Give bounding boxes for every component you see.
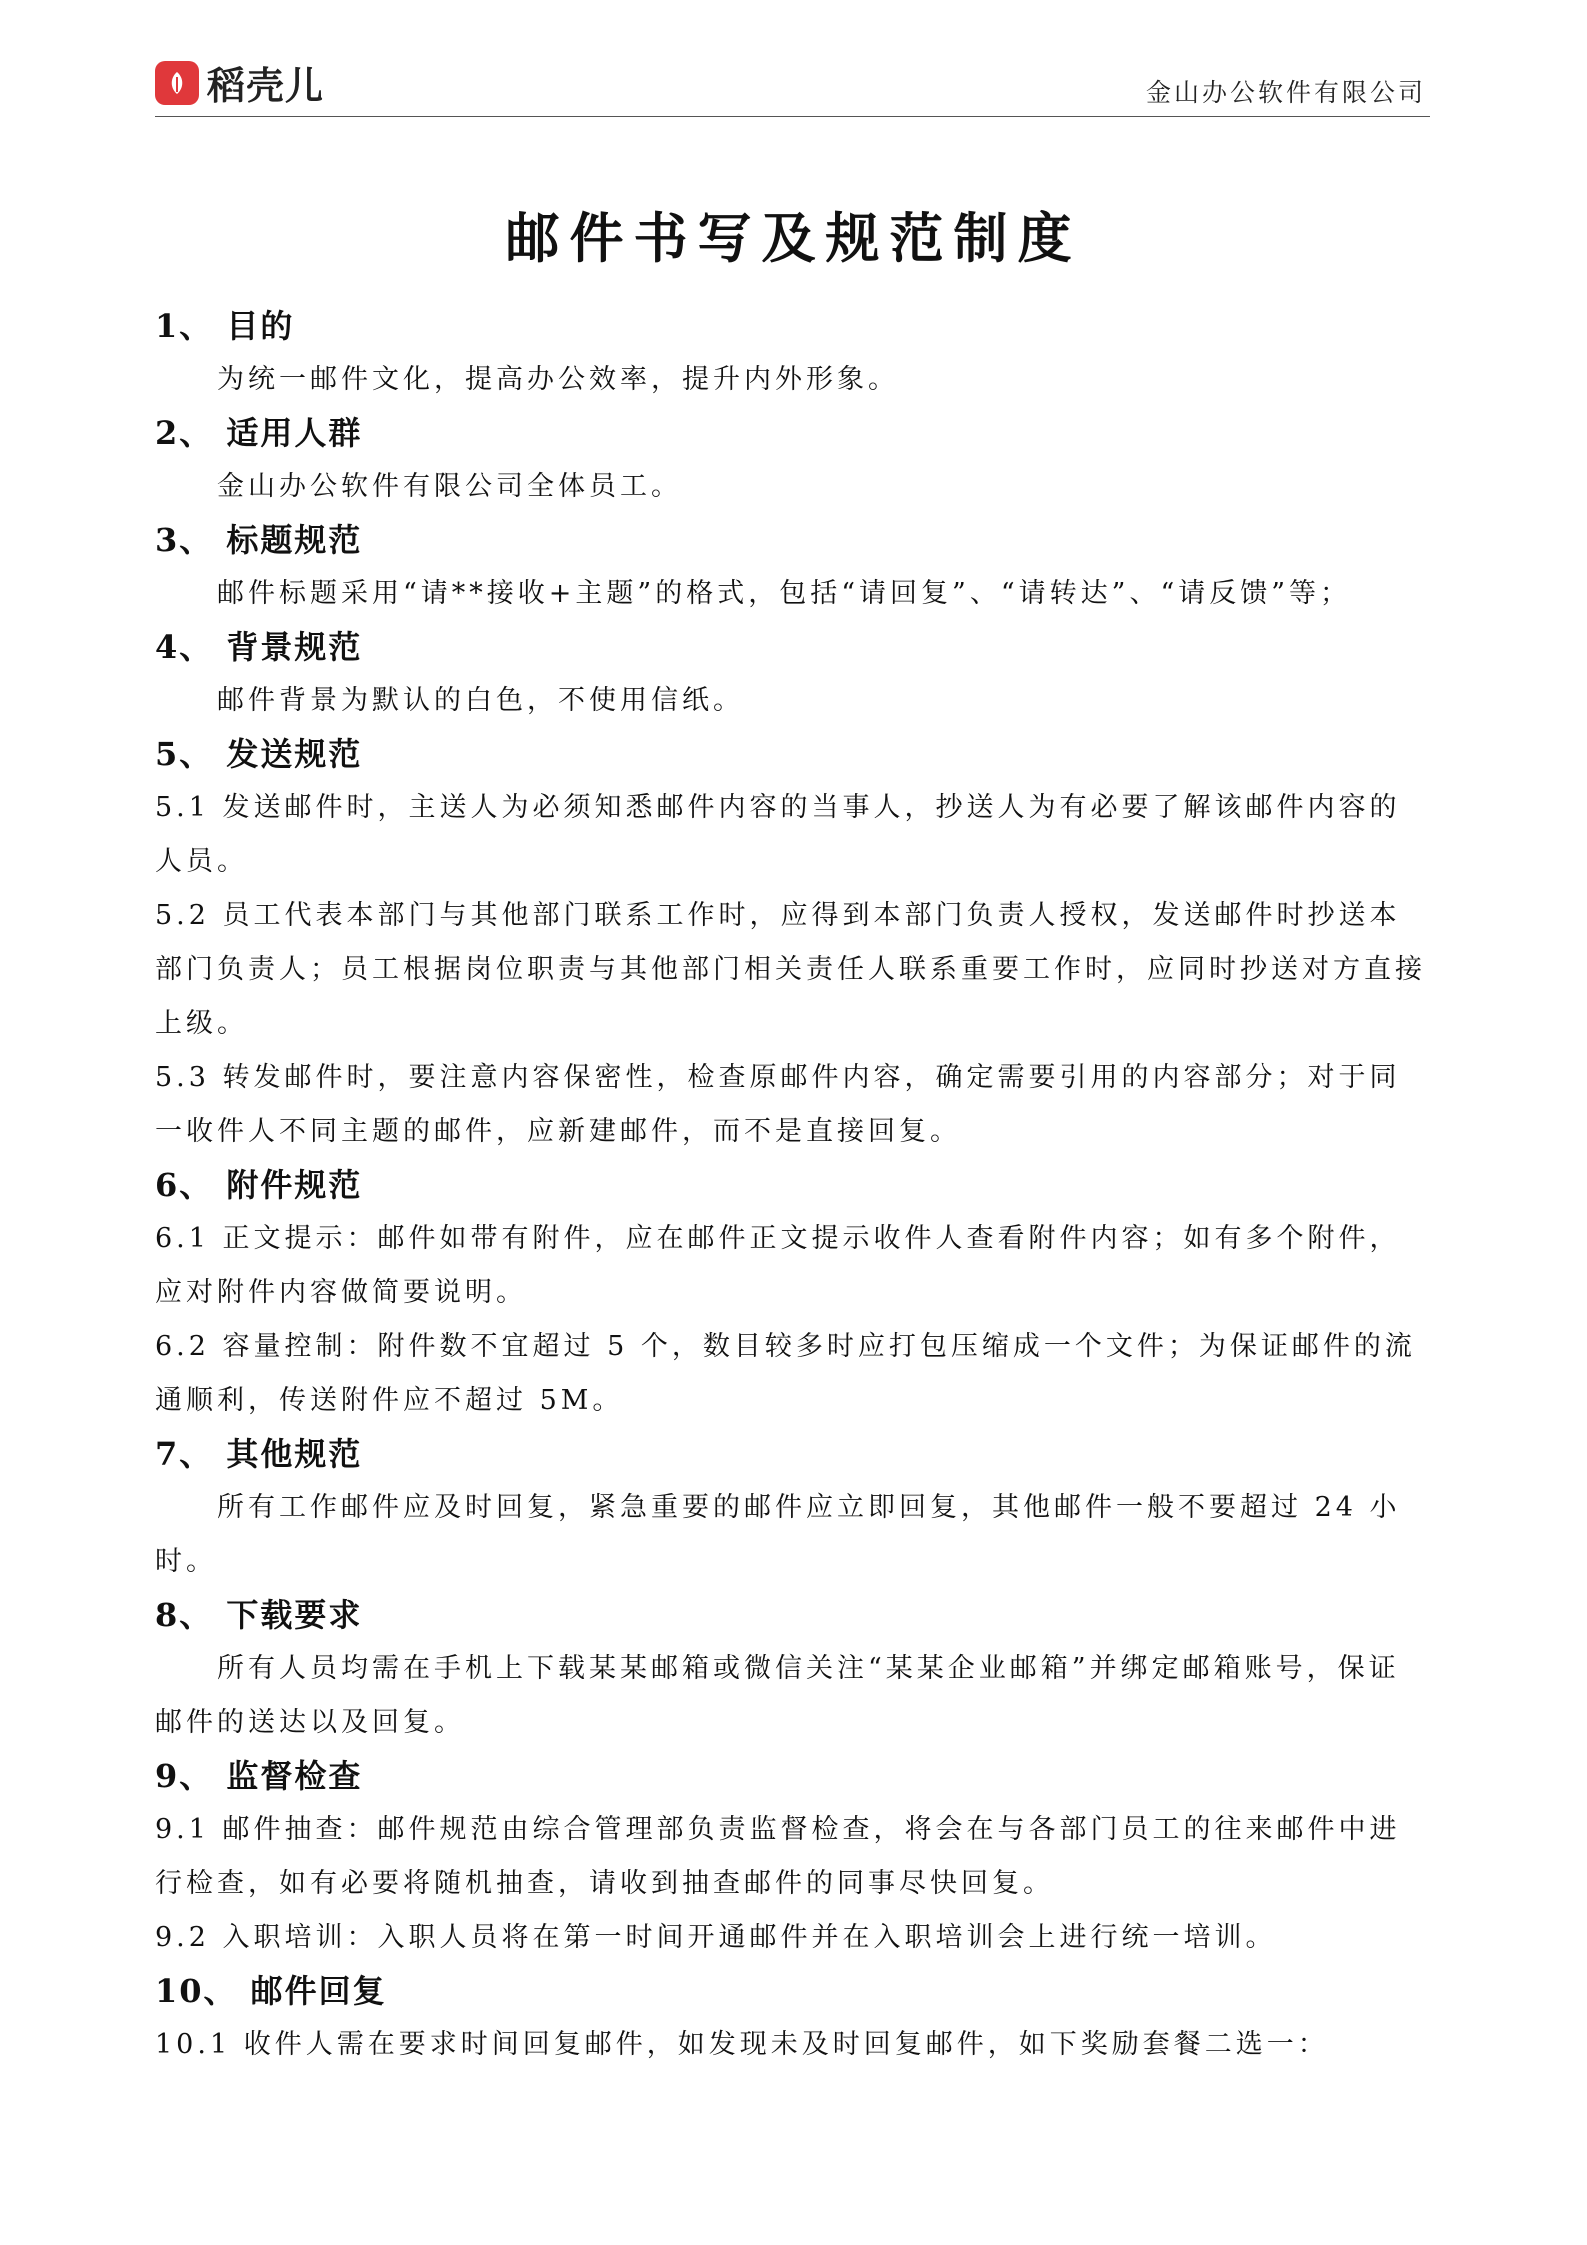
paragraph: 邮件标题采用“请**接收+主题”的格式，包括“请回复”、“请转达”、“请反馈”等； [217, 578, 1352, 609]
paragraph: 6.1 正文提示：邮件如带有附件，应在邮件正文提示收件人查看附件内容；如有多个附件，应对附件内容做简要说明。 [155, 1223, 1401, 1308]
section-heading: 4、 背景规范 [155, 628, 363, 666]
logo-text: 稻壳儿 [207, 64, 325, 108]
leaf-icon [155, 61, 199, 105]
paragraph: 5.3 转发邮件时，要注意内容保密性，检查原邮件内容，确定需要引用的内容部分；对于同一收件人不同主题的邮件，应新建邮件，而不是直接回复。 [155, 1062, 1401, 1147]
paragraph: 9.1 邮件抽查：邮件规范由综合管理部负责监督检查，将会在与各部门员工的往来邮件中进行检查，如有必要将随机抽查，请收到抽查邮件的同事尽快回复。 [155, 1814, 1401, 1899]
paragraph: 邮件背景为默认的白色，不使用信纸。 [217, 685, 744, 716]
paragraph: 5.2 员工代表本部门与其他部门联系工作时，应得到本部门负责人授权，发送邮件时抄送本部门负责人；员工根据岗位职责与其他部门相关责任人联系重要工作时，应同时抄送对方直接上级。 [155, 900, 1426, 1039]
paragraph: 6.2 容量控制：附件数不宜超过 5 个，数目较多时应打包压缩成一个文件；为保证邮件的流通顺利，传送附件应不超过 5M。 [155, 1331, 1416, 1416]
paragraph: 为统一邮件文化，提高办公效率，提升内外形象。 [217, 364, 899, 395]
section-heading: 2、 适用人群 [155, 414, 363, 452]
paragraph: 所有工作邮件应及时回复，紧急重要的邮件应立即回复，其他邮件一般不要超过 24 小时。 [155, 1492, 1401, 1577]
company-name: 金山办公软件有限公司 [1145, 78, 1426, 107]
section-heading: 8、 下载要求 [155, 1596, 363, 1634]
section-heading: 9、 监督检查 [155, 1757, 363, 1795]
section-heading: 6、 附件规范 [155, 1166, 363, 1204]
paragraph: 金山办公软件有限公司全体员工。 [217, 471, 682, 502]
section-heading: 1、 目的 [155, 307, 295, 345]
page-header [155, 55, 1430, 115]
document-body [155, 300, 1430, 2072]
section-heading: 5、 发送规范 [155, 735, 363, 773]
section-heading: 3、 标题规范 [155, 521, 363, 559]
paragraph: 5.1 发送邮件时，主送人为必须知悉邮件内容的当事人，抄送人为有必要了解该邮件内容的人员。 [155, 792, 1401, 877]
section-heading: 7、 其他规范 [155, 1435, 363, 1473]
docer-logo [155, 55, 324, 110]
header-divider [155, 116, 1430, 117]
page-title: 邮件书写及规范制度 [505, 206, 1082, 270]
paragraph: 9.2 入职培训：入职人员将在第一时间开通邮件并在入职培训会上进行统一培训。 [155, 1922, 1277, 1953]
paragraph: 10.1 收件人需在要求时间回复邮件，如发现未及时回复邮件，如下奖励套餐二选一： [155, 2029, 1329, 2060]
section-heading: 10、 邮件回复 [155, 1972, 387, 2010]
paragraph: 所有人员均需在手机上下载某某邮箱或微信关注“某某企业邮箱”并绑定邮箱账号，保证邮件的送达以及回复。 [155, 1653, 1400, 1738]
